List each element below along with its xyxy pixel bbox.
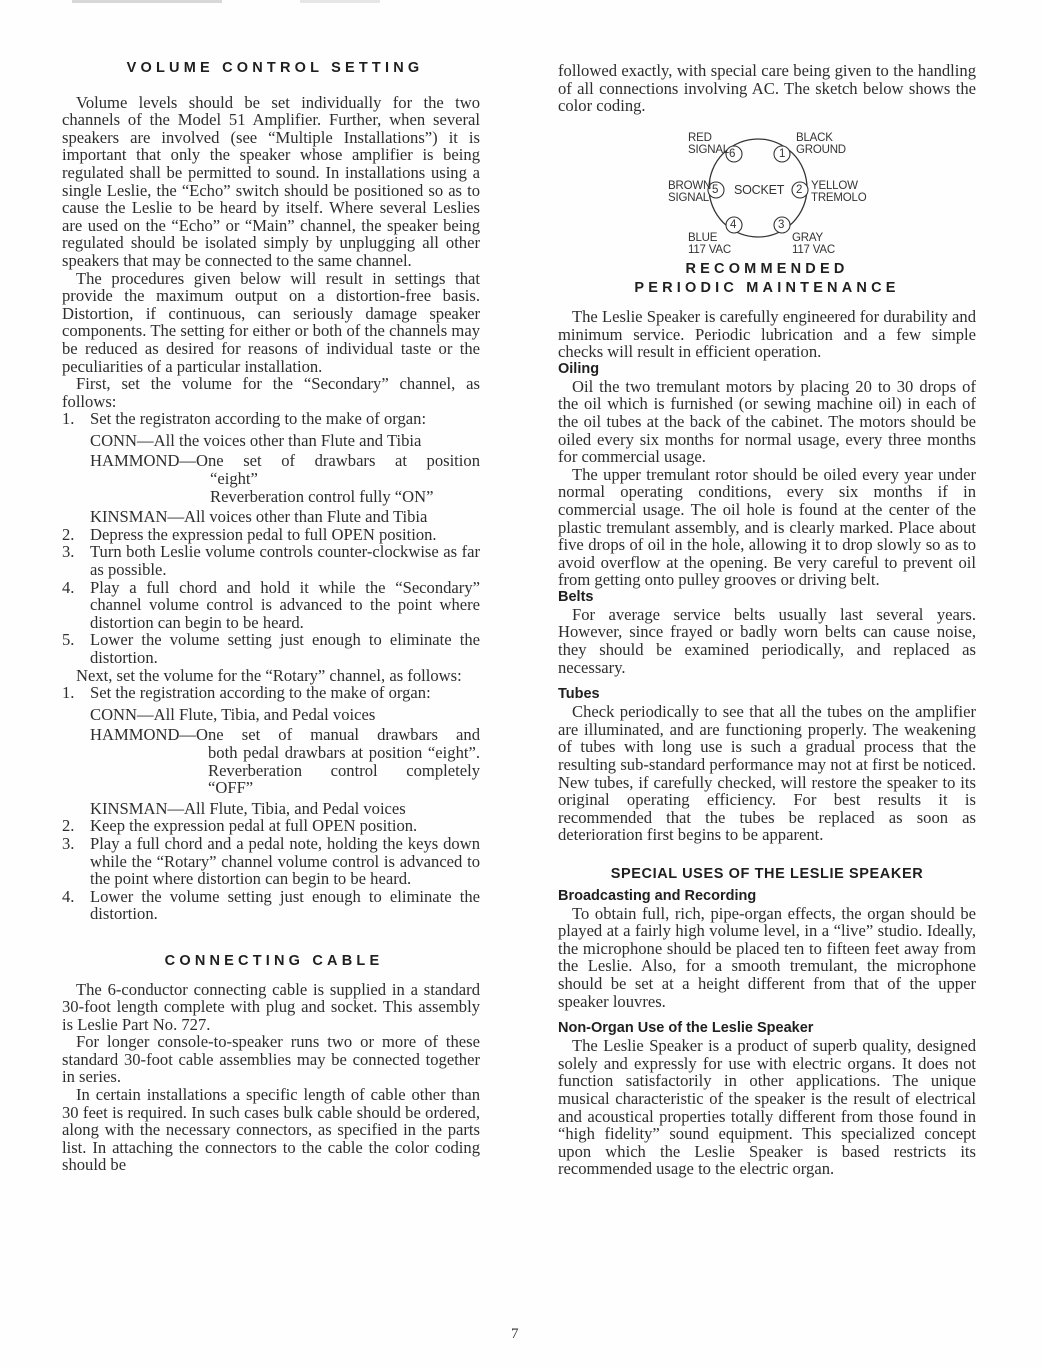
- cable-paragraph-2: For longer console-to-speaker runs two or more of these standard 30-foot cable assemblies may be connected together in series.: [62, 1032, 480, 1087]
- broadcasting-subheading: Broadcasting and Recording: [558, 887, 757, 904]
- secondary-step-3: 3. Turn both Leslie volume controls counter-clockwise as far as possible.: [62, 542, 480, 580]
- tubes-paragraph: Check periodically to see that all the tubes on the amplifier are illuminated, and are functioning properly. The weakening of tubes with long use is such a gradual process that the resulting sub-standard performance may not at first be noticed. New tubes, if carefully checked, will restore the speaker to its original operating efficiency. For best results it is recommended that the tubes be replaced as soon as deterioration first begins to be apparent.: [558, 702, 976, 845]
- scan-edge-mark: [72, 0, 222, 3]
- rotary-conn: CONN—All Flute, Tibia, and Pedal voices: [90, 704, 376, 724]
- tubes-subheading: Tubes: [558, 686, 600, 703]
- non-organ-subheading: Non-Organ Use of the Leslie Speaker: [558, 1020, 814, 1037]
- secondary-step-2: 2. Depress the expression pedal to full OPEN position.: [62, 524, 437, 544]
- rotary-kinsman: KINSMAN—All Flute, Tibia, and Pedal voices: [90, 798, 406, 818]
- volume-intro-paragraph: Volume levels should be set individually for the two channels of the Model 51 Amplifier. Further, when several speakers are involved (see “Multiple Installations”) it is important that only the speaker whose amplifier is being regulated shall be permitted to sound. In installations using a single Leslie, the “Echo” switch should be positioned so as to cause the Leslie to be heard by itself. Where several Leslies are used on the “Echo” or “Main” channel, the speaker being regulated should be isolated simply by unplugging all other speakers that may be connected to the same channel.: [62, 92, 480, 270]
- rotary-step-4: 4. Lower the volume setting just enough to eliminate the distortion.: [62, 886, 480, 924]
- rotary-step-3: 3. Play a full chord and a pedal note, holding the keys down while the “Rotary” channel volume control is advanced to the point where distortion can begin to be heard.: [62, 833, 480, 889]
- pin-4-number: 4: [730, 218, 737, 231]
- special-uses-heading: SPECIAL USES OF THE LESLIE SPEAKER: [610, 866, 924, 882]
- oiling-paragraph-1: Oil the two tremulant motors by placing 20 to 30 drops of the oil which is furnished (or sewing machine oil) in each of the oil tubes at the back of the cabinet. The motors should be oiled every six months for normal usage, every three months for commercial usage.: [558, 376, 976, 467]
- scan-edge-mark: [300, 0, 380, 3]
- right-column: [558, 62, 976, 1178]
- pin-3-number: 3: [778, 218, 785, 231]
- connecting-cable-heading: CONNECTING CABLE: [164, 952, 384, 969]
- pin-6-label: RED SIGNAL: [688, 131, 729, 157]
- socket-wiring-diagram: [558, 124, 976, 260]
- rotary-steps-list: [62, 684, 480, 702]
- pin-5-number: 5: [712, 183, 719, 196]
- belts-subheading: Belts: [558, 588, 594, 605]
- pin-3-label: GRAY 117 VAC: [792, 231, 835, 257]
- secondary-steps-list-cont: [62, 526, 480, 667]
- broadcasting-paragraph: To obtain full, rich, pipe-organ effects, the organ should be played at a fairly high volume level, in a “live” studio. Ideally, the microphone should be placed ten to fifteen feet away from the Leslie. Also, for a smooth tremulant, the microphone should be set at a height different from that of the upper speaker louvres.: [558, 903, 976, 1011]
- left-column: [62, 60, 480, 1174]
- rotary-steps-list-cont: [62, 817, 480, 923]
- secondary-hammond-cont1: “eight”: [210, 469, 258, 489]
- pin-1-label: BLACK GROUND: [796, 131, 846, 157]
- rotary-organ-settings: [62, 706, 480, 818]
- cable-paragraph-3: In certain installations a specific length of cable other than 30 feet is required. In such cases bulk cable should be ordered, along with the necessary connectors, as specified in the parts list. In attaching the connectors to the cable the color coding should be: [62, 1085, 480, 1175]
- secondary-step-5: 5. Lower the volume setting just enough to eliminate the distortion.: [62, 630, 480, 667]
- rotary-hammond-cont: both pedal drawbars at position “eight”. Reverberation control completely “OFF”: [208, 742, 480, 798]
- rotary-hammond: HAMMOND—One set of manual drawbars and: [90, 725, 480, 745]
- secondary-step-1: 1. Set the registraton according to the make of organ:: [62, 409, 427, 429]
- secondary-hammond-cont2: Reverberation control fully “ON”: [210, 486, 434, 506]
- secondary-conn: CONN—All the voices other than Flute and Tibia: [90, 430, 422, 450]
- secondary-kinsman: KINSMAN—All voices other than Flute and Tibia: [90, 507, 428, 527]
- secondary-intro-paragraph: First, set the volume for the “Secondary” channel, as follows:: [62, 374, 480, 411]
- pin-4-label: BLUE 117 VAC: [688, 231, 731, 257]
- oiling-subheading: Oiling: [558, 360, 600, 377]
- socket-center-label: SOCKET: [734, 182, 785, 197]
- pin-2-number: 2: [796, 183, 803, 196]
- procedures-paragraph: The procedures given below will result in settings that provide the maximum output on a distortion-free basis. Distortion, if continuous, can seriously damage speaker components. The setting for either or both of the channels may be reduced as desired for reasons of individual taste or the peculiarities of a particular installation.: [62, 268, 480, 376]
- cable-continuation-paragraph: followed exactly, with special care being given to the handling of all connections involving AC. The sketch below shows the color coding.: [558, 61, 976, 116]
- secondary-steps-list: [62, 410, 480, 428]
- rotary-intro-paragraph: Next, set the volume for the “Rotary” channel, as follows:: [76, 665, 462, 685]
- maintenance-heading-line2: PERIODIC MAINTENANCE: [634, 280, 900, 297]
- maintenance-heading-line1: RECOMMENDED: [685, 260, 849, 277]
- rotary-step-2: 2. Keep the expression pedal at full OPEN position.: [62, 816, 418, 836]
- non-organ-paragraph: The Leslie Speaker is a product of superb quality, designed solely and expressly for use with electric organs. It does not function satisfactorily in other applications. The unique musical characteristic of the speaker is the result of electrical and acoustical properties totally different from those found in “high fidelity” sound equipment. This specialized concept upon which the Leslie Speaker is based restricts its recommended usage to the electric organ.: [558, 1036, 976, 1179]
- secondary-step-4: 4. Play a full chord and hold it while the “Secondary” channel volume control is advanced to the point where distortion can begin to be heard.: [62, 577, 480, 632]
- pin-5-label: BROWN SIGNAL: [668, 179, 712, 205]
- page-number: 7: [511, 1326, 519, 1342]
- oiling-paragraph-2: The upper tremulant rotor should be oiled every year under normal operating conditions, every six months if in commercial usage. The oil hole is found at the center of the plastic tremulant assembly, and is clearly marked. Place about five drops of oil in the hole, allowing it to drop slowly so as to avoid overflow at the opening. Be very careful to prevent oil from getting onto pulley grooves or driving belt.: [558, 464, 976, 590]
- belts-paragraph: For average service belts usually last several years. However, since frayed or badly worn belts can cause noise, they should be examined periodically, and replaced as necessary.: [558, 604, 976, 677]
- secondary-organ-settings: [62, 432, 480, 526]
- pin-6-number: 6: [729, 147, 736, 160]
- maintenance-intro: The Leslie Speaker is carefully engineered for durability and minimum service. Periodic lubrication and a few simple checks will result in efficient operation.: [558, 306, 976, 362]
- cable-paragraph-1: The 6-conductor connecting cable is supplied in a standard 30-foot length complete with plug and socket. This assembly is Leslie Part No. 727.: [62, 979, 480, 1034]
- secondary-hammond: HAMMOND—One set of drawbars at position: [90, 451, 480, 471]
- pin-1-number: 1: [779, 147, 786, 160]
- pin-2-label: YELLOW TREMOLO: [811, 179, 867, 205]
- volume-control-heading: VOLUME CONTROL SETTING: [126, 60, 424, 76]
- rotary-step-1: 1. Set the registration according to the make of organ:: [62, 683, 431, 703]
